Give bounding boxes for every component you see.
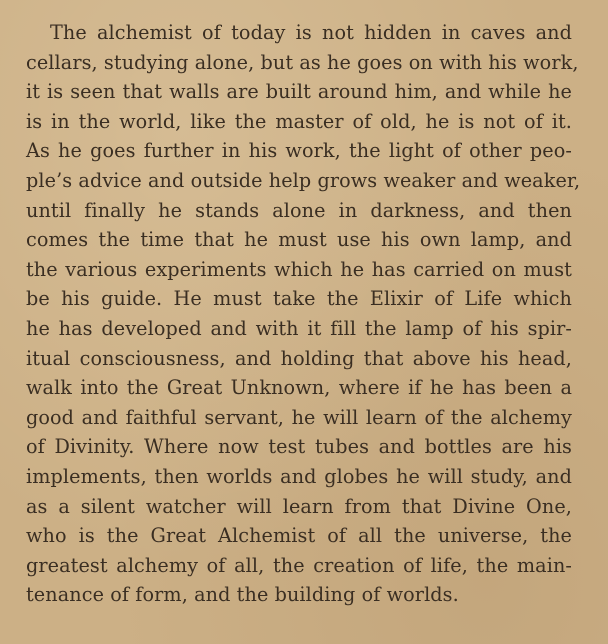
text-line: As he goes further in his work, the light of other peo- [26,139,572,163]
text-line: of Divinity. Where now test tubes and bottles are his [26,435,572,459]
text-line: itual consciousness, and holding that above his head, [26,346,572,370]
text-line: ple’s advice and outside help grows weaker and weaker, [26,168,581,192]
text-line: be his guide. He must take the Elixir of Life which [26,287,572,311]
text-line: greatest alchemy of all, the creation of life, the main- [26,553,572,577]
text-line: good and faithful servant, he will learn of the alchemy [26,405,572,429]
text-line: until finally he stands alone in darkness, and then [26,198,572,222]
text-line: comes the time that he must use his own lamp, and [26,228,572,252]
text-line: it is seen that walls are built around him, and while he [26,80,572,104]
paragraph [26,18,581,610]
text-line: implements, then worlds and globes he will study, and [26,464,572,488]
text-line: is in the world, like the master of old, he is not of it. [26,109,572,133]
text-line: he has developed and with it fill the lamp of his spir- [26,316,572,340]
text-line: the various experiments which he has carried on must [26,257,572,281]
text-line: The alchemist of today is not hidden in caves and [50,21,572,44]
text-line: who is the Great Alchemist of all the universe, the [26,524,572,548]
text-line: tenance of form, and the building of worlds. [26,583,459,607]
text-line: as a silent watcher will learn from that Divine One, [26,494,572,518]
text-line: walk into the Great Unknown, where if he has been a [26,376,572,400]
text-line: cellars, studying alone, but as he goes on with his work, [26,50,579,74]
